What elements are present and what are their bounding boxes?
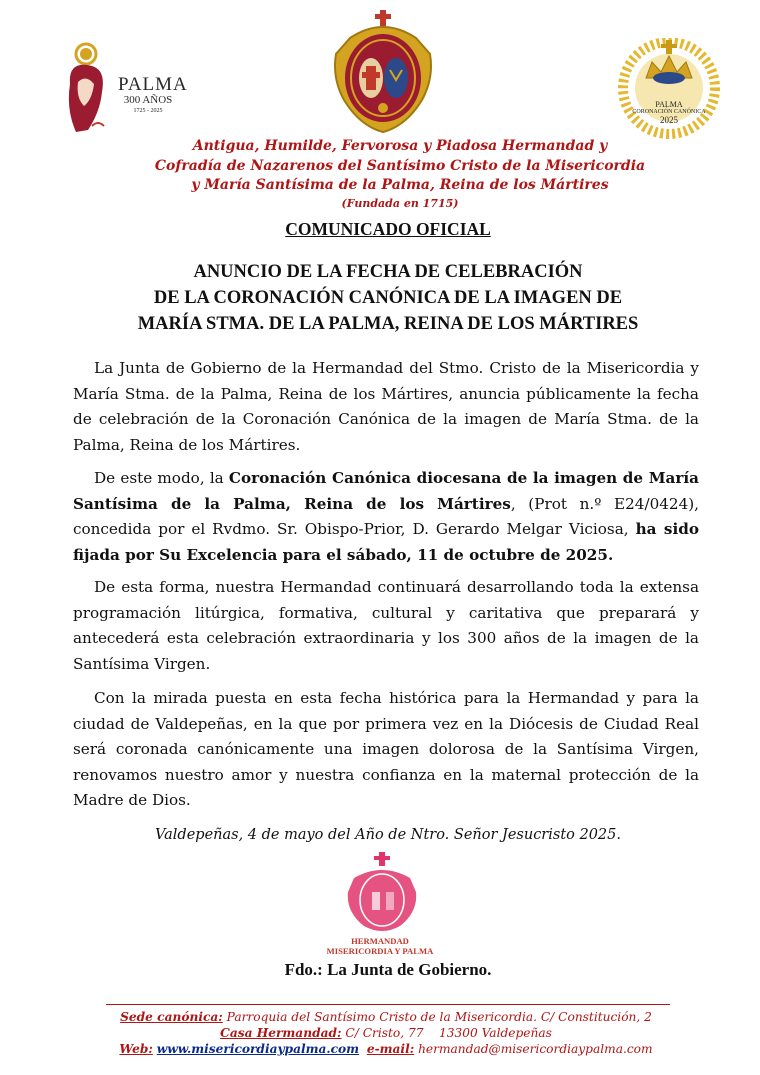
email-label: e-mail:: [366, 1042, 415, 1056]
casa-label: Casa Hermandad:: [220, 1026, 342, 1040]
brotherhood-line-1: Antigua, Humilde, Fervorosa y Piadosa Hermandad y: [192, 138, 608, 154]
p2-intro: De este modo, la: [94, 469, 229, 487]
headline-line-2: DE LA CORONACIÓN CANÓNICA DE LA IMAGEN DE: [153, 288, 623, 308]
stamp-line-1: HERMANDAD: [351, 936, 409, 946]
p2-protocol: , (Prot n.º E24/0424), concedida por el Rvdmo. Sr. Obispo-Prior, D. Gerardo Melgar Viciosa,: [73, 494, 699, 539]
signature: Fdo.: La Junta de Gobierno.: [284, 960, 492, 979]
web-label: Web:: [119, 1042, 153, 1056]
coronation-logo-text: [616, 100, 722, 125]
heraldic-shield-icon: [326, 8, 440, 136]
paragraph-programme: De esta forma, nuestra Hermandad continuará desarrollando toda la extensa programación litúrgica, formativa, cultural y caritativa que preparará y antecederá esta celebración extraordinaria y los 300 años de la imagen de la Santísima Virgen.: [73, 578, 699, 673]
p2-date: ha sido fijada por Su Excelencia para el sábado, 11 de octubre de 2025.: [73, 520, 699, 564]
footer-web-email: [90, 1041, 682, 1057]
headline-line-3: MARÍA STMA. DE LA PALMA, REINA DE LOS MÁRTIRES: [137, 314, 639, 334]
footer-divider: [106, 1004, 670, 1005]
palma-logo-name: PALMA: [118, 74, 188, 95]
sede-value: Parroquia del Santísimo Cristo de la Misericordia. C/ Constitución, 2: [222, 1010, 652, 1024]
brotherhood-line-3: y María Santísima de la Palma, Reina de los Mártires: [191, 177, 609, 193]
p2-coronation-title: Coronación Canónica diocesana de la imagen de María Santísima de la Palma, Reina de los Mártires: [73, 469, 699, 513]
footer-sede: [90, 1009, 682, 1025]
document-kind: COMUNICADO OFICIAL: [285, 219, 491, 239]
coronation-logo-palma: PALMA: [655, 100, 683, 109]
casa-value: C/ Cristo, 77 13300 Valdepeñas: [341, 1026, 552, 1040]
palma-logo-years: 300 AÑOS: [123, 94, 173, 106]
footer-contact: [90, 1009, 682, 1057]
palma-logo-text: [118, 74, 188, 114]
email-value[interactable]: hermandad@misericordiaypalma.com: [418, 1042, 653, 1056]
stamp-seal-icon: [336, 852, 428, 936]
footer-casa: [90, 1025, 682, 1041]
dateline: Valdepeñas, 4 de mayo del Año de Ntro. Señor Jesucristo 2025.: [155, 827, 621, 843]
brotherhood-line-2: Cofradía de Nazarenos del Santísimo Cristo de la Misericordia: [154, 157, 646, 174]
coronation-logo-year: 2025: [660, 115, 678, 125]
paragraph-closing: Con la mirada puesta en esta fecha histórica para la Hermandad y para la ciudad de Valdepeñas, en la que por primera vez en la Diócesis de Ciudad Real será coronada canónicamente una imagen dolorosa de la Santísima Virgen, renovamos nuestro amor y nuestra confianza en la maternal protección de la Madre de Dios.: [73, 689, 699, 810]
palma-300-anos-logo: [62, 40, 192, 140]
crown-halo-icon: [616, 38, 722, 142]
founded-year: (Fundada en 1715): [341, 196, 459, 210]
brotherhood-crest: [326, 8, 440, 136]
paragraph-announcement: La Junta de Gobierno de la Hermandad del Stmo. Cristo de la Misericordia y María Stma. de la Palma, Reina de los Mártires, anuncia públicamente la fecha de celebración de la Coronación Canónica de la imagen de María Stma. de la Palma, Reina de los Mártires.: [73, 359, 699, 454]
document-headline: [0, 259, 760, 337]
sede-label: Sede canónica:: [120, 1010, 223, 1024]
stamp-label: [300, 936, 460, 956]
coronacion-canonica-logo: [616, 38, 722, 142]
headline-line-1: ANUNCIO DE LA FECHA DE CELEBRACIÓN: [193, 262, 583, 282]
paragraph-coronation-date: [73, 466, 699, 568]
coronation-logo-subtitle: CORONACIÓN CANÓNICA: [632, 109, 706, 115]
stamp-line-2: MISERICORDIA Y PALMA: [326, 946, 434, 956]
website-link[interactable]: www.misericordiaypalma.com: [156, 1042, 360, 1056]
brotherhood-name: [100, 137, 700, 211]
palma-logo-range: 1725 - 2025: [133, 108, 163, 114]
